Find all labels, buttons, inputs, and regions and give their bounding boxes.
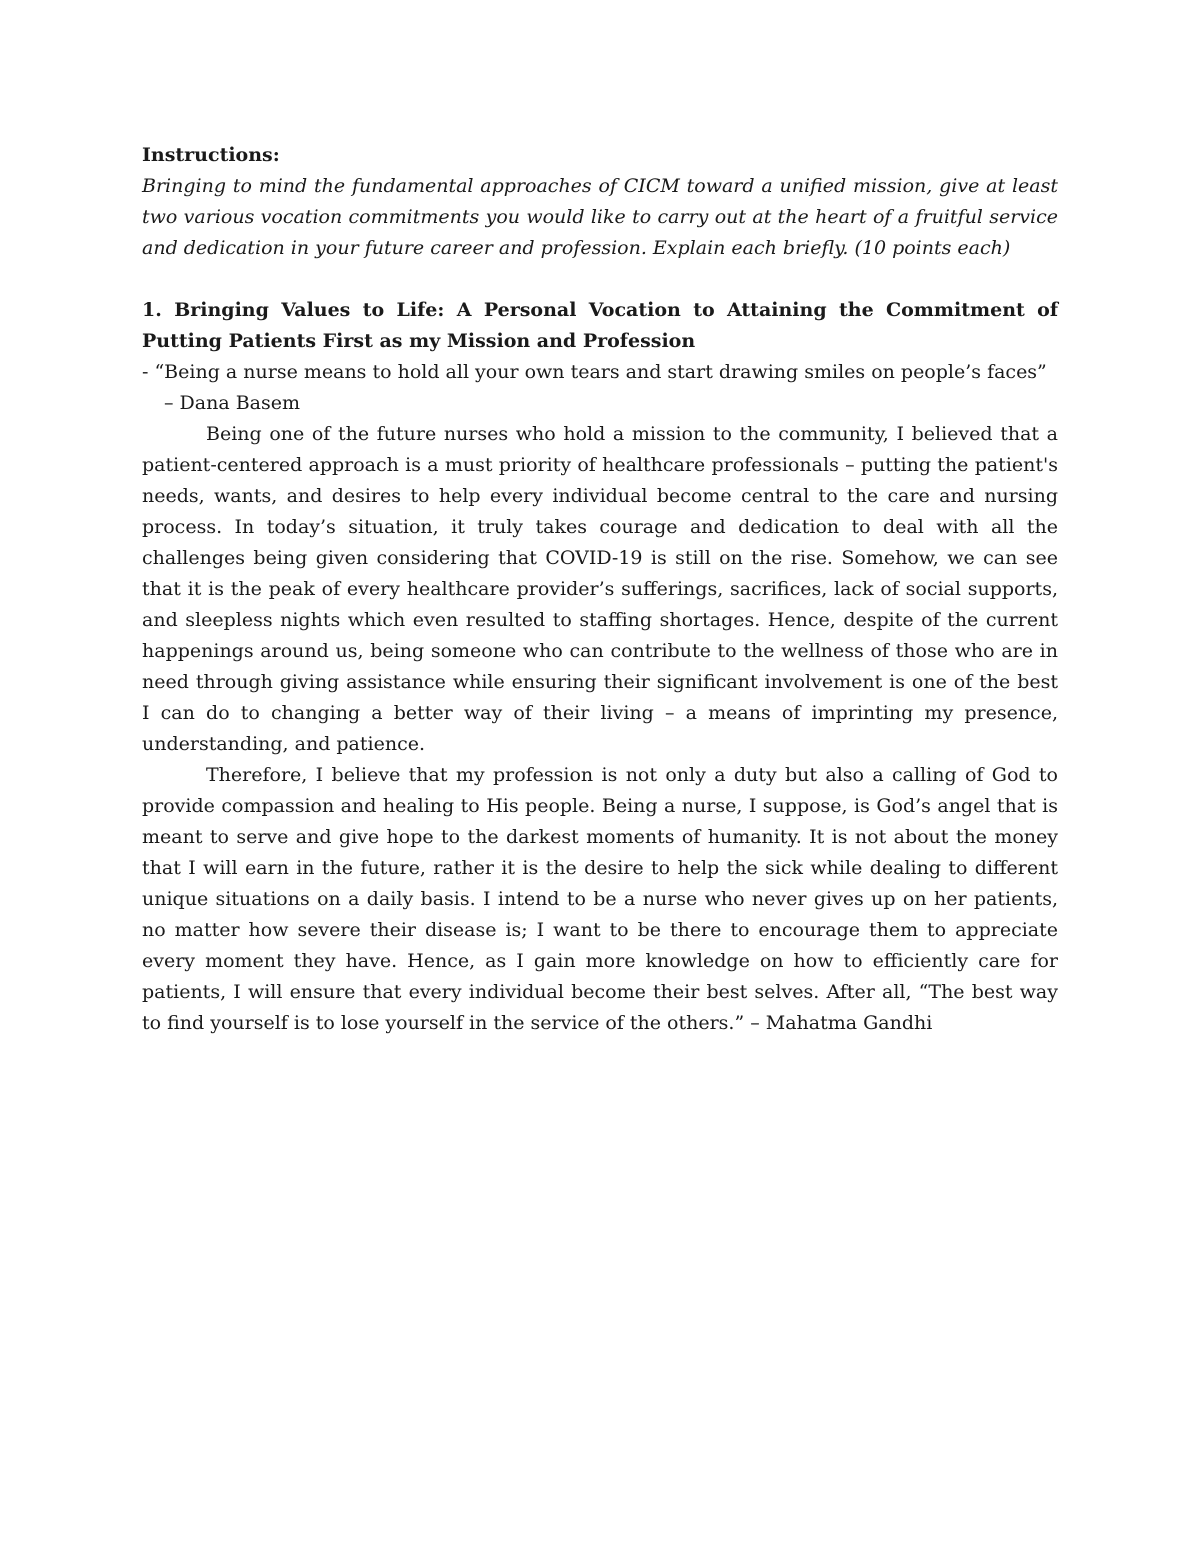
epigraph-quote: - “Being a nurse means to hold all your own tears and start drawing smiles on people’s faces” <box>142 361 1047 383</box>
body-paragraph-2: Therefore, I believe that my profession is not only a duty but also a calling of God to provide compassion and healing to His people. Being a nurse, I suppose, is God’s angel that is meant to serve and give hope to the darkest moments of humanity. It is not about the money that I will earn in the future, rather it is the desire to help the sick while dealing to different unique situations on a daily basis. I intend to be a nurse who never gives up on her patients, no matter how severe their disease is; I want to be there to encourage them to appreciate every moment they have. Hence, as I gain more knowledge on how to efficiently care for patients, I will ensure that every individual become their best selves. After all, “The best way to find yourself is to lose yourself in the service of the others.” – Mahatma Gandhi <box>142 764 1058 1034</box>
body-paragraph-1: Being one of the future nurses who hold a mission to the community, I believed that a patient-centered approach is a must priority of healthcare professionals – putting the patient's needs, wants, and desires to help every individual become central to the care and nursing process. In today’s situation, it truly takes courage and dedication to deal with all the challenges being given considering that COVID-19 is still on the rise. Somehow, we can see that it is the peak of every healthcare provider’s sufferings, sacrifices, lack of social supports, and sleepless nights which even resulted to staffing shortages. Hence, despite of the current happenings around us, being someone who can contribute to the wellness of those who are in need through giving assistance while ensuring their significant involvement is one of the best I can do to changing a better way of their living – a means of imprinting my presence, understanding, and patience. <box>142 423 1058 755</box>
section-title: 1. Bringing Values to Life: A Personal Vocation to Attaining the Commitment of Putting Patients First as my Mission and Profession <box>142 299 1058 352</box>
document-page <box>142 140 1058 1039</box>
instructions-heading: Instructions: <box>142 144 280 166</box>
quote-attribution: – Dana Basem <box>164 392 301 414</box>
instructions-text: Bringing to mind the fundamental approaches of CICM toward a unified mission, give at least two various vocation commitments you would like to carry out at the heart of a fruitful service and dedication in your future career and profession. Explain each briefly. (10 points each) <box>142 175 1058 259</box>
